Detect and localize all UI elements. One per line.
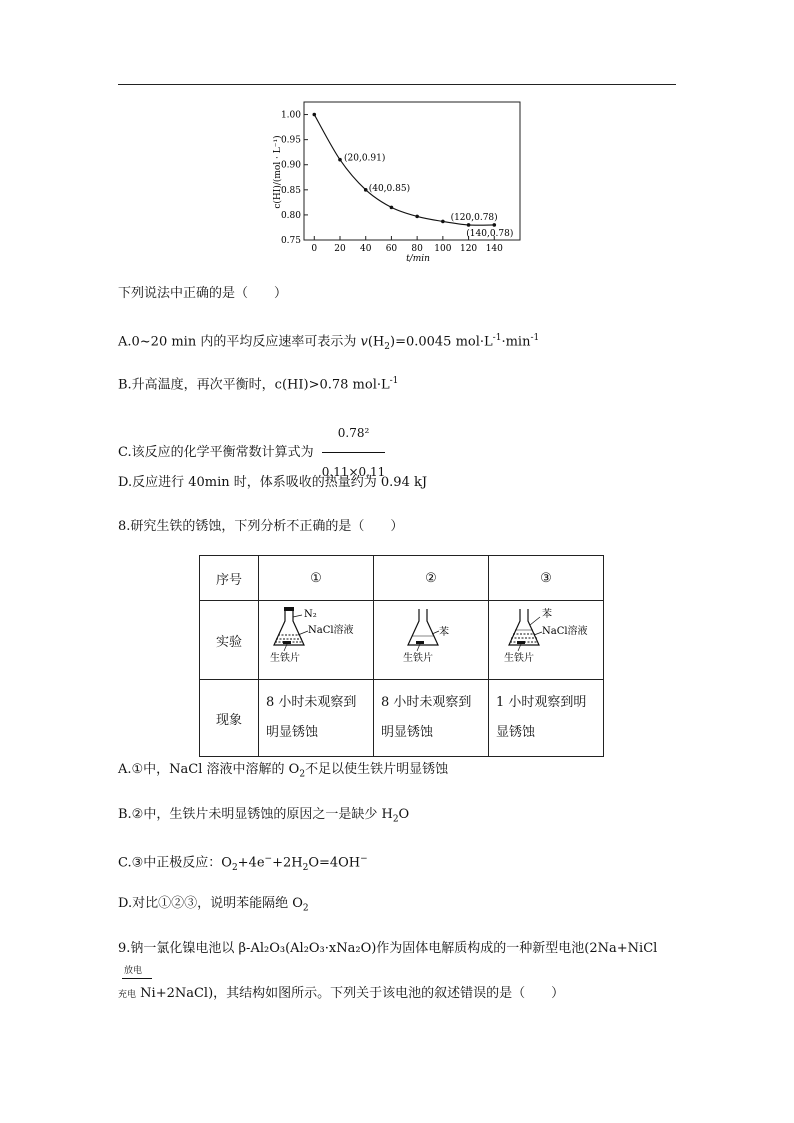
- svg-text:苯: 苯: [542, 609, 552, 620]
- row-label-observation: 现象: [200, 680, 259, 757]
- reversible-arrow: [122, 978, 152, 979]
- point-annotations: [344, 153, 513, 239]
- x-tick-label: 80: [411, 244, 423, 254]
- y-tick-label: 0.90: [280, 160, 301, 171]
- data-point: [364, 188, 368, 192]
- fraction-numerator: 0.78²: [322, 416, 386, 453]
- q7-option-c: C.该反应的化学平衡常数计算式为 $\frac{\text{0.78²}}{0.11\times 0.11}$: [118, 416, 385, 489]
- data-point: [441, 220, 445, 224]
- arrow-top-label: 放电: [124, 966, 143, 976]
- header-rule: [118, 84, 676, 85]
- y-tick-label: 1.00: [280, 110, 301, 121]
- svg-text:生铁片: 生铁片: [270, 653, 300, 664]
- observation-2: 8 小时未观察到 明显锈蚀: [374, 680, 489, 757]
- data-point: [467, 223, 471, 227]
- data-point: [390, 206, 394, 210]
- x-tick-label: 0: [311, 244, 318, 254]
- apparatus-2: [374, 601, 489, 680]
- q8-option-c: C.③中正极反应：$O_2+4e^-+2H_2O=4OH^-$: [118, 854, 368, 873]
- header-col-2: ②: [374, 556, 489, 601]
- header-col-1: ①: [259, 556, 374, 601]
- q7-option-a: A.0~20 min 内的平均反应速率可表示为 $v(H_2)=0.0045$ $mol\cdot L^{-1}\cdot\min^{-1}$: [118, 333, 540, 352]
- x-tick-label: 20: [334, 244, 346, 254]
- q7-stem: 下列说法中正确的是（ ）: [118, 286, 288, 301]
- x-tick-label: 140: [485, 244, 503, 254]
- data-points: [312, 113, 496, 227]
- q9-stem-line1: 9.钠一氯化镍电池以 β-Al₂O₃(Al₂O₃·xNa₂O)作为固体电解质构成的一种新型电池(2Na+NiCl: [118, 941, 658, 956]
- svg-text:N₂: N₂: [304, 609, 317, 620]
- flask-benzene-diagram: [375, 605, 487, 671]
- concentration-chart: [268, 98, 530, 266]
- y-tick-label: 0.95: [280, 135, 301, 146]
- flask-benzene-nacl-diagram: [490, 605, 602, 671]
- y-tick-label: 0.80: [280, 210, 301, 221]
- row-label-experiment: 实验: [200, 601, 259, 680]
- svg-text:NaCl溶液: NaCl溶液: [542, 626, 588, 637]
- q8-option-a: A.①中，NaCl 溶液中溶解的 $O_2$不足以使生铁片明显锈蚀: [118, 762, 449, 780]
- q8-option-b: B.②中，生铁片未明显锈蚀的原因之一是缺少 $H_2O$: [118, 807, 410, 825]
- y-axis-label: c(HI)/(mol · L⁻¹): [273, 135, 283, 209]
- q8-option-d: D.对比①②③，说明苯能隔绝 $O_2$: [118, 896, 309, 914]
- q9-stem-line2: 充电 Ni+2NaCl)，其结构如图所示。下列关于该电池的叙述错误的是（ ）: [118, 986, 565, 1001]
- fraction-denominator: 0.11×0.11: [321, 465, 386, 479]
- x-tick-label: 100: [434, 244, 452, 254]
- x-tick-label: 40: [359, 244, 372, 254]
- point-annotation: (140,0.78): [466, 228, 514, 239]
- q8-stem: 8.研究生铁的锈蚀，下列分析不正确的是（ ）: [118, 519, 404, 534]
- data-point: [415, 215, 419, 219]
- q7-option-d: D.反应进行 40min 时，体系吸收的热量约为 0.94 kJ: [118, 475, 428, 490]
- y-tick-label: 0.75: [280, 236, 301, 246]
- q7-option-b: B.升高温度，再次平衡时，c(HI)>0.78 $mol\cdot L^{-1}$: [118, 376, 399, 393]
- series-line: [314, 115, 494, 226]
- arrow-bottom-label: 充电: [118, 990, 137, 1000]
- x-tick-label: 60: [385, 244, 398, 254]
- data-point: [492, 223, 496, 227]
- data-point: [312, 113, 316, 117]
- experiment-table: [199, 555, 604, 757]
- x-tick-label: 120: [459, 244, 478, 254]
- x-axis-label: t/min: [406, 254, 430, 264]
- svg-text:生铁片: 生铁片: [403, 653, 433, 664]
- svg-text:苯: 苯: [439, 627, 449, 638]
- observation-3: 1 小时观察到明 显锈蚀: [489, 680, 604, 757]
- apparatus-3: [489, 601, 604, 680]
- header-label: 序号: [200, 556, 259, 601]
- header-col-3: ③: [489, 556, 604, 601]
- apparatus-1: [259, 601, 374, 680]
- point-annotation: (20,0.91): [344, 153, 386, 164]
- y-tick-label: 0.85: [280, 185, 301, 196]
- svg-text:生铁片: 生铁片: [504, 653, 534, 664]
- svg-text:NaCl溶液: NaCl溶液: [308, 625, 354, 636]
- point-annotation: (40,0.85): [368, 183, 411, 194]
- point-annotation: (120,0.78): [450, 212, 498, 223]
- flask-n2-diagram: [260, 605, 372, 671]
- observation-1: 8 小时未观察到 明显锈蚀: [259, 680, 374, 757]
- data-point: [338, 158, 342, 162]
